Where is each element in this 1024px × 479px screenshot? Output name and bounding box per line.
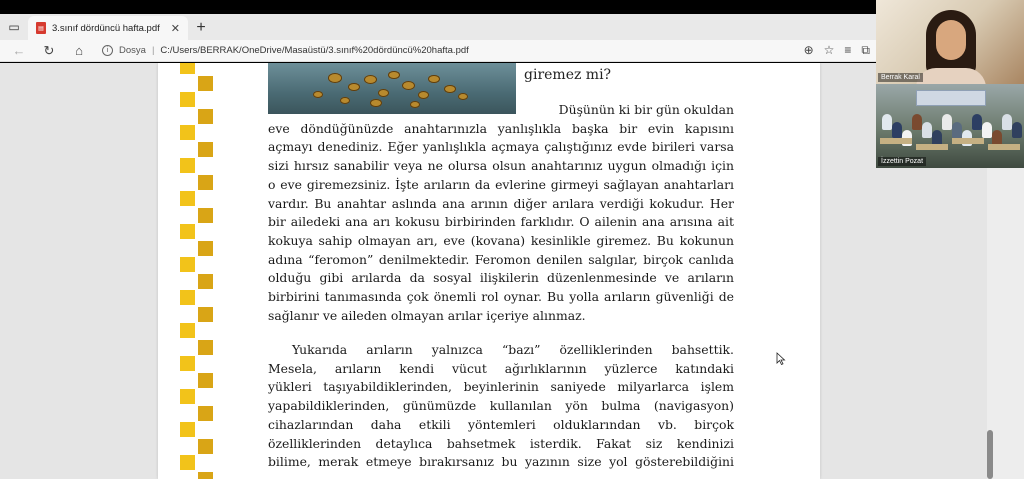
favorite-icon[interactable]: ☆ [823, 43, 835, 57]
close-tab-icon[interactable]: ✕ [170, 22, 180, 35]
border-square [180, 389, 195, 404]
participant-avatar [916, 10, 986, 84]
text-line: özelliklerinden detaylıca bahsetmek isterdik. Fakat siz kendinizi [268, 435, 734, 451]
scrollbar-thumb[interactable] [987, 430, 993, 479]
bee-shape [402, 81, 415, 90]
tab-title: 3.sınıf dördüncü hafta.pdf [52, 22, 160, 34]
text-line: açmayı denediniz. Eğer yanlışlıkla açmaya çalıştığınız evde birileri varsa [268, 139, 734, 155]
bee-shape [444, 85, 456, 93]
desk [880, 138, 912, 144]
url-separator: | [151, 45, 155, 56]
bee-shape [458, 93, 468, 100]
text-line: vardır. Bu anahtar aslında ana arının diğer arılara verdiği kokudur. Her [268, 195, 734, 211]
decorative-border [178, 63, 218, 479]
favorites-list-icon[interactable]: ≡ [844, 43, 852, 57]
bee-shape [428, 75, 440, 83]
border-square [180, 356, 195, 371]
pdf-page [158, 63, 820, 479]
text-line: birbirini tanımasında çok önemli rol oynar. Bu yolla arıların güvenliği de [268, 289, 734, 305]
home-icon[interactable]: ⌂ [75, 43, 83, 58]
border-square [180, 290, 195, 305]
url-scheme-label: Dosya [119, 45, 146, 56]
url-text: C:/Users/BERRAK/OneDrive/Masaüstü/3.sınıf%20dördüncü%20hafta.pdf [160, 45, 469, 56]
new-tab-button[interactable]: + [196, 19, 206, 36]
student-figure [882, 114, 892, 130]
border-square [180, 92, 195, 107]
participant-name: Berrak Karal [878, 73, 923, 82]
border-square [180, 422, 195, 437]
heading-tail: giremez mi? [524, 67, 612, 83]
student-figure [942, 114, 952, 130]
text-line: bir ailedeki ana arı kokusu birbirinden farklıdır. O ailenin ana arısına ait [268, 214, 734, 230]
bee-shape [388, 71, 400, 79]
paragraph-1 [268, 101, 734, 325]
border-square [180, 224, 195, 239]
student-figure [982, 122, 992, 138]
pdf-icon: ▤ [36, 22, 46, 34]
paragraph-2 [268, 341, 734, 472]
collections-icon[interactable]: ⧉ [861, 43, 870, 57]
bee-shape [418, 91, 429, 99]
zoom-icon[interactable]: ⊕ [803, 43, 814, 57]
border-square [180, 125, 195, 140]
back-icon[interactable]: ← [12, 43, 26, 58]
border-square [198, 472, 213, 479]
classroom-board [916, 90, 986, 106]
pdf-viewer[interactable] [0, 63, 987, 479]
student-figure [892, 122, 902, 138]
top-black-bar [0, 0, 876, 14]
student-figure [952, 122, 962, 138]
window-menu-icon[interactable]: ▭ [8, 20, 20, 34]
text-line: Düşünün ki bir gün okuldan [558, 102, 734, 117]
text-line: sağlanır ve aileden olmayan arılar içeriye alınmaz. [268, 307, 586, 323]
desk [916, 144, 948, 150]
bee-shape [364, 75, 377, 84]
text-line: yapabildiklerinden, günümüzde kullanılan yön bulma (navigasyon) [268, 398, 734, 414]
border-square [180, 323, 195, 338]
border-square [198, 76, 213, 91]
mouse-cursor-icon [776, 352, 786, 366]
text-line: eve döndüğünüzde anahtarınızla yanlışlıkla başka bir evin kapısını [268, 120, 734, 136]
student-figure [972, 114, 982, 130]
border-square [198, 142, 213, 157]
video-call-panel [876, 0, 1024, 168]
student-figure [922, 122, 932, 138]
text-line: kokuya sahip olmayan arı, eve (kovana) kesinlikle giremez. Bu kokunun [268, 232, 734, 248]
address-bar [0, 40, 876, 62]
text-line: adına “feromon” denilmektedir. Feromon denilen salgılar, birçok canlıda [268, 251, 734, 267]
border-square [198, 373, 213, 388]
bee-shape [378, 89, 389, 97]
text-line: cihazlarından daha etkili yöntemleri olduklarından vb. birçok [268, 416, 734, 432]
border-square [180, 63, 195, 74]
text-line: Yukarıda arıların yalnızca “bazı” özelliklerinden bahsettik. [292, 342, 734, 357]
border-square [198, 241, 213, 256]
border-square [198, 109, 213, 124]
text-line: bilime, merak etmeye bırakırsanız bu yazının size yol gösterebildiğini [268, 454, 734, 470]
border-square [198, 175, 213, 190]
participant-tile[interactable] [876, 84, 1024, 168]
text-line: sizi hırsız sanabilir veya ne olursa olsun anahtarınız uygun olmadığı için [268, 158, 734, 174]
border-square [180, 455, 195, 470]
bee-shape [328, 73, 342, 83]
border-square [180, 158, 195, 173]
border-square [198, 439, 213, 454]
student-figure [1012, 122, 1022, 138]
border-square [180, 191, 195, 206]
border-square [198, 406, 213, 421]
text-line: yükleri taşıyabildiklerinden, beyinlerinin saniyede milyarlarca işlem [268, 379, 734, 395]
border-square [198, 340, 213, 355]
toolbar-icons [804, 43, 876, 58]
tab-strip [0, 14, 876, 40]
info-icon[interactable]: i [102, 45, 113, 56]
desk [952, 138, 984, 144]
student-figure [1002, 114, 1012, 130]
border-square [198, 208, 213, 223]
text-line: olduğu gibi arılarda da sosyal ilişkilerin düzenlenmesinde ve arıların [268, 270, 734, 286]
border-square [180, 257, 195, 272]
student-figure [912, 114, 922, 130]
text-line: o eve giremezsiniz. İşte arıların da evlerine girmeyi sağlayan anahtarları [268, 176, 734, 192]
bee-shape [313, 91, 323, 98]
url-field[interactable] [102, 45, 762, 56]
participant-name: İzzettin Pozat [878, 157, 926, 166]
bee-shape [348, 83, 360, 91]
border-square [198, 274, 213, 289]
participant-tile[interactable] [876, 0, 1024, 84]
tab-pdf[interactable] [28, 16, 188, 40]
text-line: Mesela, arıların kendi vücut ağırlıklarının yüzlerce katındaki [268, 360, 734, 376]
border-square [198, 307, 213, 322]
reload-icon[interactable]: ↻ [43, 42, 55, 58]
desk [988, 144, 1020, 150]
